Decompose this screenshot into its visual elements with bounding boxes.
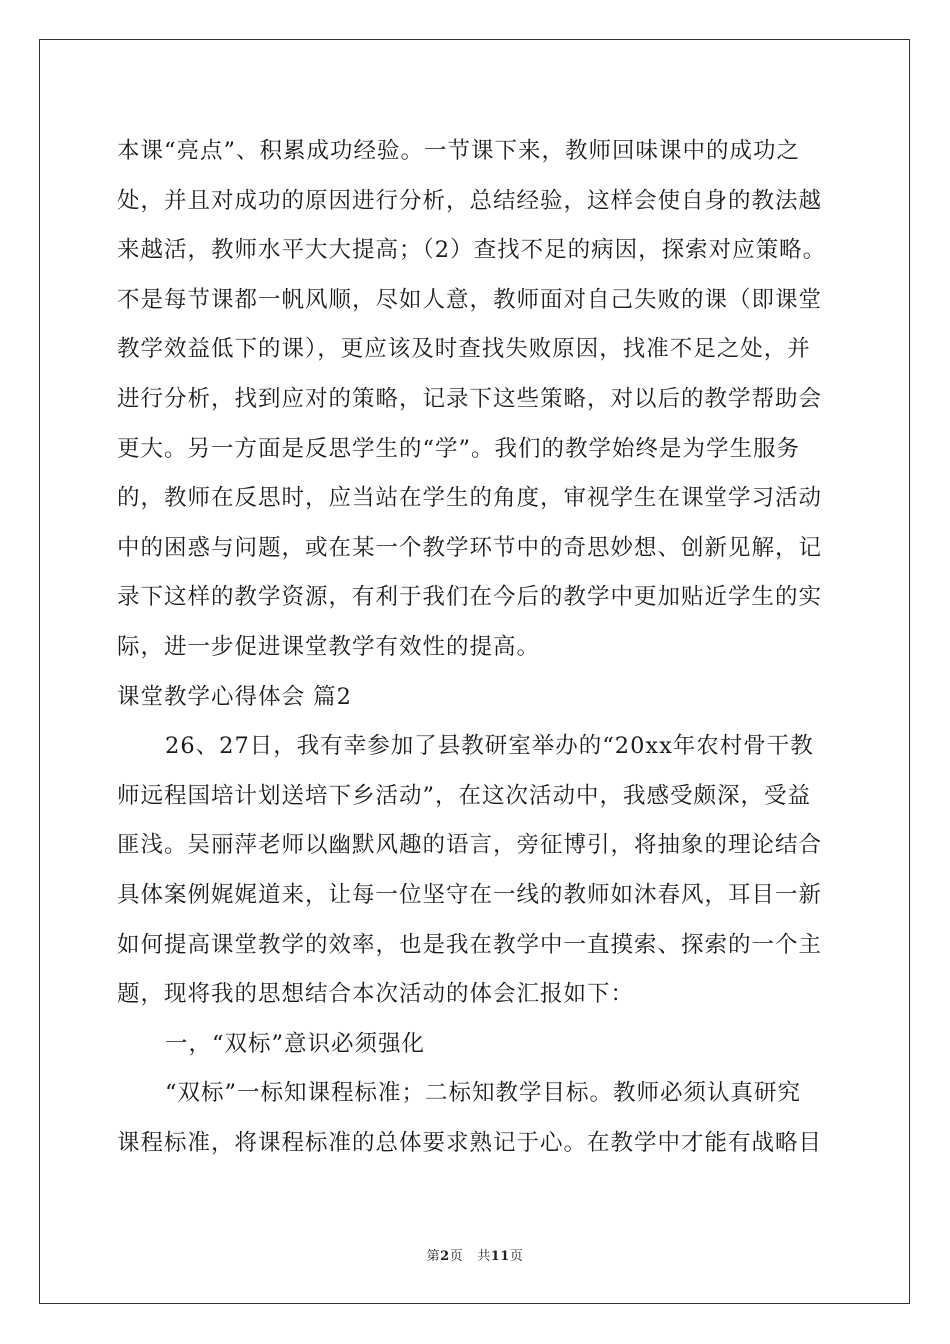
section-heading: 课堂教学心得体会 篇2 <box>117 683 352 710</box>
paragraph-line: 题，现将我的思想结合本次活动的体会汇报如下： <box>117 981 635 1008</box>
paragraph-line: 进行分析，找到应对的策略，记录下这些策略，对以后的教学帮助会 <box>117 385 823 412</box>
paragraph-line: 中的困惑与问题，或在某一个教学环节中的奇思妙想、创新见解，记 <box>117 534 823 561</box>
total-label-suffix: 页 <box>509 1249 524 1264</box>
document-body <box>117 127 857 1168</box>
paragraph-line: 不是每节课都一帆风顺，尽如人意，教师面对自己失败的课（即课堂 <box>117 286 823 313</box>
paragraph-line: 更大。另一方面是反思学生的“学”。我们的教学始终是为学生服务 <box>117 435 801 462</box>
paragraph-line: 26、27日，我有幸参加了县教研室举办的“20xx年农村骨干教 <box>165 733 814 760</box>
paragraph-line: 匪浅。吴丽萍老师以幽默风趣的语言，旁征博引，将抽象的理论结合 <box>117 832 823 859</box>
paragraph-line: 具体案例娓娓道来，让每一位坚守在一线的教师如沐春风，耳目一新 <box>117 881 823 908</box>
paragraph-line: 的，教师在反思时，应当站在学生的角度，审视学生在课堂学习活动 <box>117 485 823 512</box>
paragraph-line: 本课“亮点”、积累成功经验。一节课下来，教师回味课中的成功之 <box>117 138 801 164</box>
paragraph-line: “双标”一标知课程标准；二标知教学目标。教师必须认真研究 <box>165 1080 802 1107</box>
paragraph-line: 录下这样的教学资源，有利于我们在今后的教学中更加贴近学生的实 <box>117 584 823 611</box>
paragraph-line: 课程标准，将课程标准的总体要求熟记于心。在教学中才能有战略目 <box>117 1129 823 1156</box>
paragraph-line: 际，进一步促进课堂教学有效性的提高。 <box>117 633 541 660</box>
total-pages: 11 <box>490 1249 510 1264</box>
page-label-suffix: 页 <box>449 1249 464 1264</box>
page-number: 2 <box>440 1249 450 1264</box>
page-label-prefix: 第 <box>426 1249 441 1264</box>
paragraph-line: 如何提高课堂教学的效率，也是我在教学中一直摸索、探索的一个主 <box>117 931 823 958</box>
page-footer <box>0 1245 950 1264</box>
total-label-prefix: 共 <box>477 1249 491 1264</box>
subsection-heading: 一，“双标”意识必须强化 <box>165 1030 426 1057</box>
paragraph-line: 教学效益低下的课），更应该及时查找失败原因，找准不足之处，并 <box>117 336 811 363</box>
paragraph-line: 处，并且对成功的原因进行分析，总结经验，这样会使自身的教法越 <box>117 187 823 214</box>
paragraph-line: 来越活，教师水平大大提高；（2）查找不足的病因，探索对应策略。 <box>117 237 827 264</box>
paragraph-line: 师远程国培计划送培下乡活动”，在这次活动中，我感受颇深，受益 <box>117 782 812 809</box>
